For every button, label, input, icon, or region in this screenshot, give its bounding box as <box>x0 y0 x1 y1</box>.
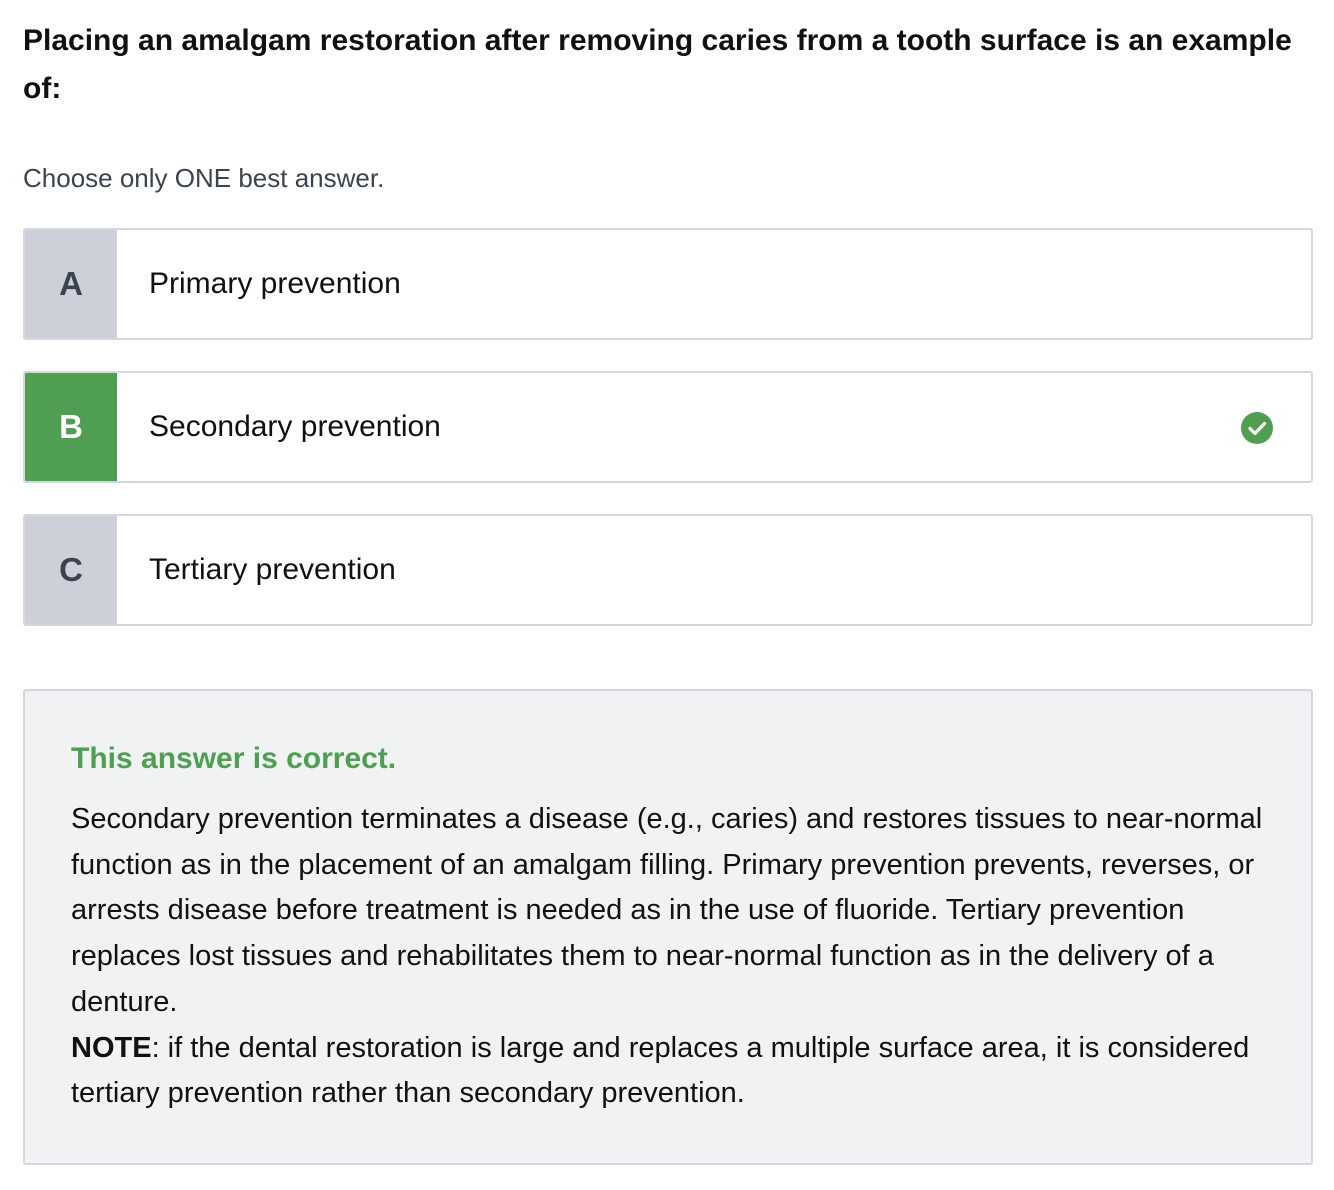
option-letter: B <box>25 373 117 481</box>
explanation-body: Secondary prevention terminates a disease (e.g., caries) and restores tissues to near-normal function as in the placement of an amalgam filling. Primary prevention prevents, reverses, or arrests disease before treatment is needed as in the use of fluoride. Tertiary prevention replaces lost tissues and rehabilitates them to near-normal function as in the delivery of a denture. <box>71 803 1263 1018</box>
instruction-text: Choose only ONE best answer. <box>23 163 385 193</box>
answer-options <box>23 228 1313 657</box>
question-text: Placing an amalgam restoration after removing caries from a tooth surface is an example of: <box>23 24 1292 105</box>
option-a[interactable] <box>23 228 1313 340</box>
note-label: NOTE <box>71 1031 152 1064</box>
note-text: : if the dental restoration is large and replaces a multiple surface area, it is considered tertiary prevention rather than secondary prevention. <box>71 1031 1250 1110</box>
option-label: Primary prevention <box>149 267 401 300</box>
verdict-text: This answer is correct. <box>71 742 397 775</box>
option-letter: A <box>25 230 117 338</box>
option-letter: C <box>25 516 117 624</box>
option-b[interactable] <box>23 371 1313 483</box>
option-label: Tertiary prevention <box>149 553 396 586</box>
option-c[interactable] <box>23 514 1313 626</box>
option-label: Secondary prevention <box>149 410 441 443</box>
explanation-panel <box>23 689 1313 1165</box>
check-circle-icon <box>1241 412 1273 444</box>
explanation-text <box>71 797 1265 1117</box>
